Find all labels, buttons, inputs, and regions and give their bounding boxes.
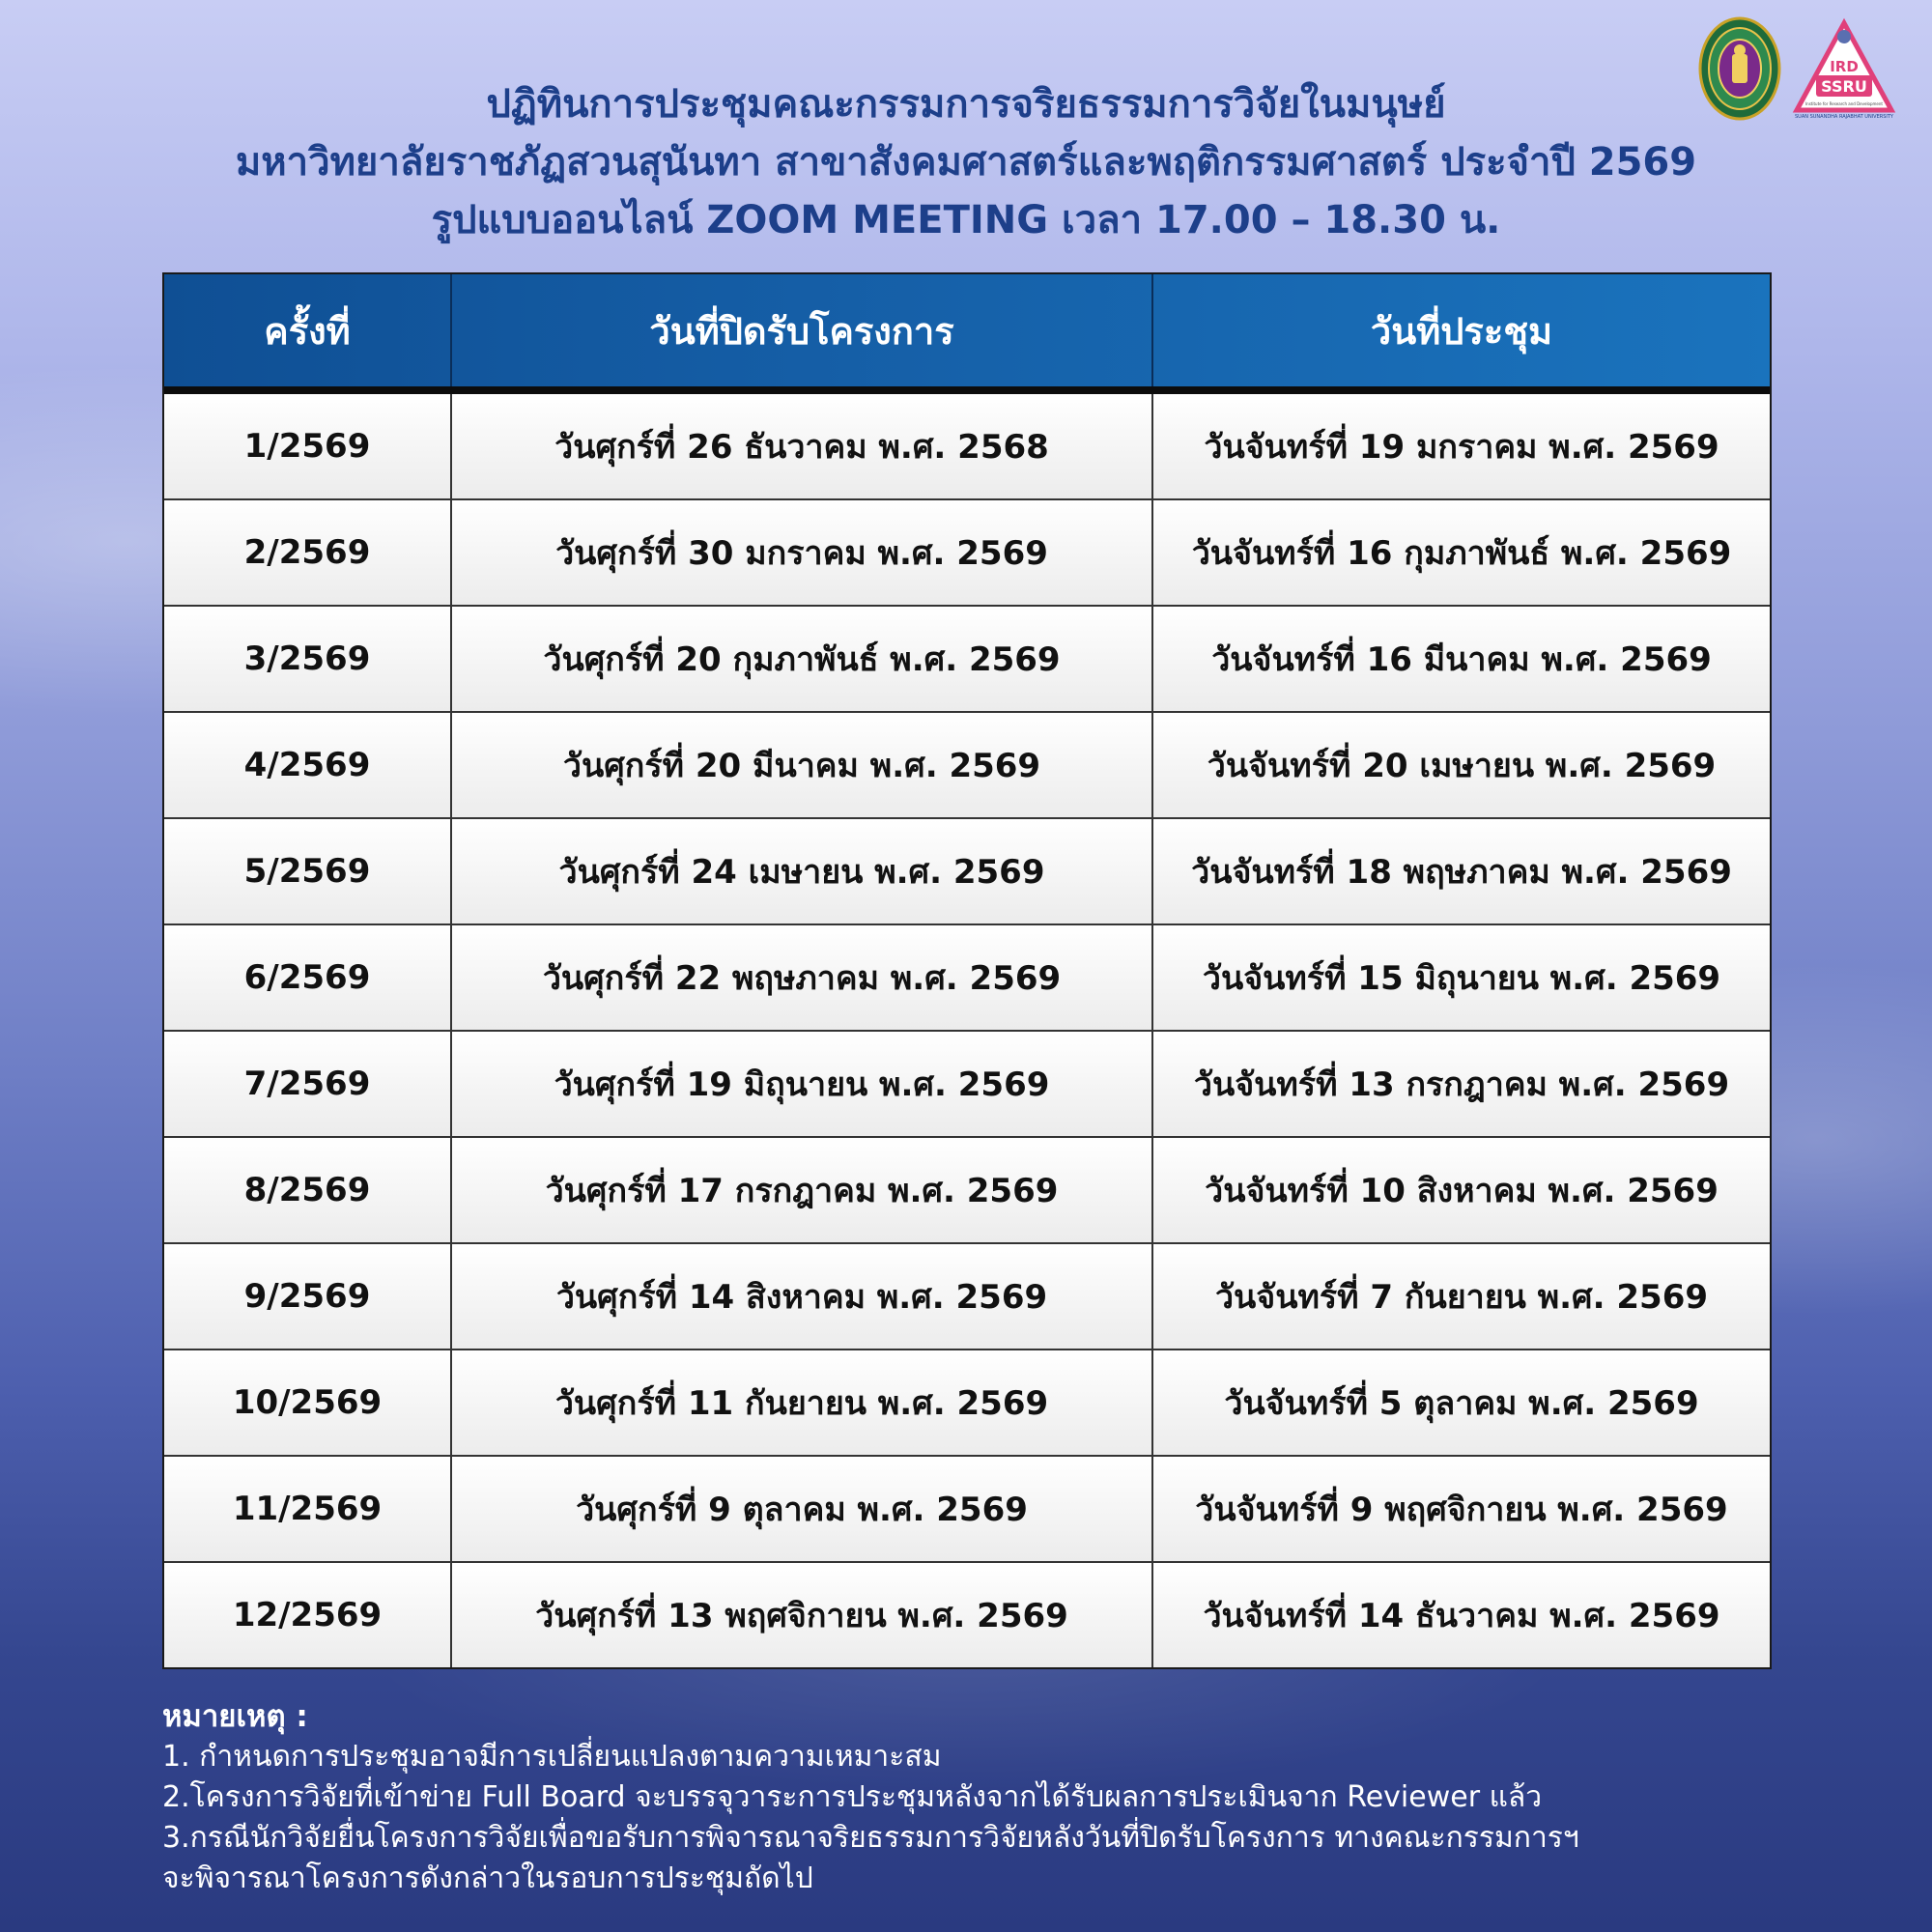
notes-title: หมายเหตุ : [162,1699,308,1734]
table-row [164,1242,1770,1349]
cell-meeting-date: วันจันทร์ที่ 9 พฤศจิกายน พ.ศ. 2569 [1195,1491,1728,1529]
cell-meeting-date: วันจันทร์ที่ 16 มีนาคม พ.ศ. 2569 [1211,640,1712,679]
cell-deadline: วันศุกร์ที่ 24 เมษายน พ.ศ. 2569 [452,819,1153,923]
cell-deadline: วันศุกร์ที่ 20 กุมภาพันธ์ พ.ศ. 2569 [452,607,1153,711]
table-row [164,1561,1770,1667]
page-title [0,75,1932,249]
cell-meeting-date: วันจันทร์ที่ 10 สิงหาคม พ.ศ. 2569 [1205,1172,1719,1210]
table-row [164,394,1770,498]
table-row [164,817,1770,923]
note-item: จะพิจารณาโครงการดังกล่าวในรอบการประชุมถัดไป [162,1861,813,1895]
cell-round: 3/2569 [164,607,452,711]
cell-round: 2/2569 [164,500,452,605]
cell-meeting-date: วันจันทร์ที่ 18 พฤษภาคม พ.ศ. 2569 [1191,853,1732,892]
cell-deadline: วันศุกร์ที่ 11 กันยายน พ.ศ. 2569 [452,1350,1153,1455]
cell-meeting-date: วันจันทร์ที่ 5 ตุลาคม พ.ศ. 2569 [1224,1384,1699,1423]
notes-section [162,1696,1804,1899]
schedule-table [162,272,1772,1669]
cell-meeting-date: วันจันทร์ที่ 15 มิถุนายน พ.ศ. 2569 [1202,959,1721,998]
title-line-3: รูปแบบออนไลน์ ZOOM MEETING เวลา 17.00 – 18.30 น. [431,198,1501,242]
table-row [164,1030,1770,1136]
title-line-2: มหาวิทยาลัยราชภัฏสวนสุนันทา สาขาสังคมศาสตร์และพฤติกรรมศาสตร์ ประจำปี 2569 [235,140,1697,185]
table-row [164,1349,1770,1455]
header-meeting-date: วันที่ประชุม [1370,309,1553,353]
cell-round: 1/2569 [164,394,452,498]
ssru-text: SSRU [1821,77,1867,96]
table-row [164,1136,1770,1242]
cell-meeting-date: วันจันทร์ที่ 14 ธันวาคม พ.ศ. 2569 [1203,1597,1720,1635]
cell-deadline: วันศุกร์ที่ 30 มกราคม พ.ศ. 2569 [452,500,1153,605]
cell-deadline: วันศุกร์ที่ 22 พฤษภาคม พ.ศ. 2569 [452,925,1153,1030]
cell-meeting-date: วันจันทร์ที่ 13 กรกฎาคม พ.ศ. 2569 [1193,1065,1730,1104]
table-row [164,711,1770,817]
header-deadline: วันที่ปิดรับโครงการ [452,274,1153,386]
cell-deadline: วันศุกร์ที่ 9 ตุลาคม พ.ศ. 2569 [452,1457,1153,1561]
ird-university: SUAN SUNANDHA RAJABHAT UNIVERSITY [1795,114,1893,120]
cell-round: 5/2569 [164,819,452,923]
cell-round: 7/2569 [164,1032,452,1136]
cell-deadline: วันศุกร์ที่ 17 กรกฎาคม พ.ศ. 2569 [452,1138,1153,1242]
table-body [164,394,1770,1667]
cell-round: 6/2569 [164,925,452,1030]
header-round: ครั้งที่ [164,274,452,386]
cell-meeting-date: วันจันทร์ที่ 20 เมษายน พ.ศ. 2569 [1207,747,1717,785]
cell-round: 9/2569 [164,1244,452,1349]
cell-round: 8/2569 [164,1138,452,1242]
table-row [164,1455,1770,1561]
ird-caption: Institute for Research and Development [1805,101,1883,106]
cell-deadline: วันศุกร์ที่ 19 มิถุนายน พ.ศ. 2569 [452,1032,1153,1136]
cell-round: 10/2569 [164,1350,452,1455]
table-header [164,274,1770,394]
cell-deadline: วันศุกร์ที่ 14 สิงหาคม พ.ศ. 2569 [452,1244,1153,1349]
cell-round: 12/2569 [164,1563,452,1667]
table-row [164,923,1770,1030]
cell-deadline: วันศุกร์ที่ 20 มีนาคม พ.ศ. 2569 [452,713,1153,817]
note-item: 3.กรณีนักวิจัยยื่นโครงการวิจัยเพื่อขอรับการพิจารณาจริยธรรมการวิจัยหลังวันที่ปิดรับโครงการ ทางคณะกรรมการฯ [162,1821,1579,1855]
note-item: 1. กำหนดการประชุมอาจมีการเปลี่ยนแปลงตามความเหมาะสม [162,1740,942,1774]
table-row [164,605,1770,711]
cell-meeting-date: วันจันทร์ที่ 7 กันยายน พ.ศ. 2569 [1214,1278,1709,1317]
table-row [164,498,1770,605]
cell-deadline: วันศุกร์ที่ 26 ธันวาคม พ.ศ. 2568 [452,394,1153,498]
cell-deadline: วันศุกร์ที่ 13 พฤศจิกายน พ.ศ. 2569 [452,1563,1153,1667]
cell-round: 11/2569 [164,1457,452,1561]
cell-meeting-date: วันจันทร์ที่ 19 มกราคม พ.ศ. 2569 [1204,428,1719,467]
cell-round: 4/2569 [164,713,452,817]
note-item: 2.โครงการวิจัยที่เข้าข่าย Full Board จะบรรจุวาระการประชุมหลังจากได้รับผลการประเมินจาก Reviewer แล้ว [162,1780,1543,1814]
title-line-1: ปฏิทินการประชุมคณะกรรมการจริยธรรมการวิจัยในมนุษย์ [486,82,1446,127]
cell-meeting-date: วันจันทร์ที่ 16 กุมภาพันธ์ พ.ศ. 2569 [1191,534,1732,573]
ird-text: IRD [1830,58,1859,75]
